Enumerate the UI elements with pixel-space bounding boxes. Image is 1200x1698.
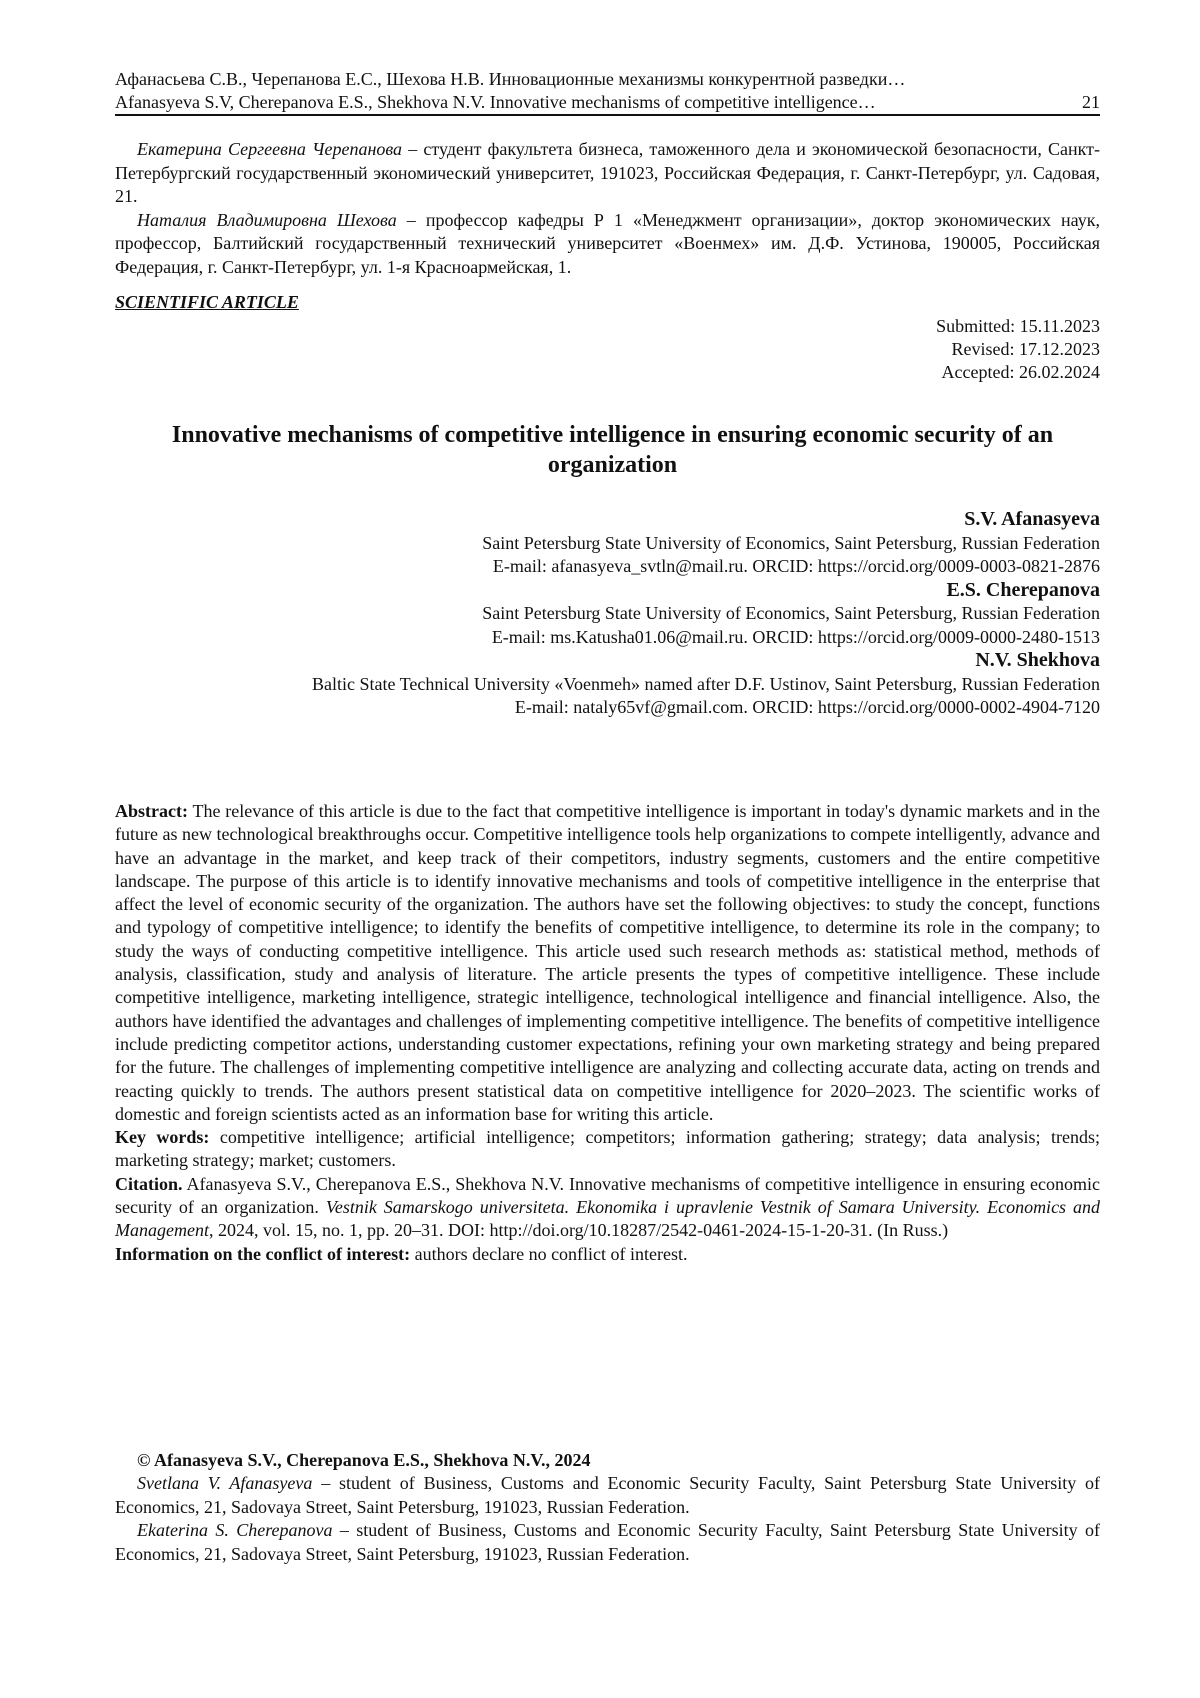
conflict-label: Information on the conflict of interest: (115, 1244, 410, 1264)
copyright-section (115, 1448, 1100, 1566)
author-contact: E-mail: nataly65vf@gmail.com. ORCID: https://orcid.org/0000-0002-4904-7120 (115, 696, 1100, 720)
article-title: Innovative mechanisms of competitive intelligence in ensuring economic security of an organization (125, 420, 1100, 480)
page-number: 21 (1082, 91, 1100, 114)
author-name: S.V. Afanasyeva (115, 508, 1100, 532)
abstract-text: The relevance of this article is due to the fact that competitive intelligence is important in today's dynamic markets and in the future as new technological breakthroughs occur. Competitive intelligence tools help organizations to compete intelligently, advance and have an advantage in the market, and keep track of their competitors, industry segments, customers and the entire competitive landscape. The purpose of this article is to identify innovative mechanisms and tools of competitive intelligence in the enterprise that affect the level of economic security of the organization. The authors have set the following objectives: to study the concept, functions and typology of competitive intelligence; to identify the benefits of competitive intelligence, to determine its role in the company; to study the ways of conducting competitive intelligence. This article used such research methods as: statistical method, methods of analysis, classification, study and analysis of literature. The article presents the types of competitive intelligence. These include competitive intelligence, marketing intelligence, strategic intelligence, technological intelligence and financial intelligence. Also, the authors have identified the advantages and challenges of implementing competitive intelligence. The benefits of competitive intelligence include predicting competitor actions, understanding customer expectations, refining your own marketing strategy and being prepared for the future. The challenges of implementing competitive intelligence are analyzing and collecting accurate data, acting on trends and reacting quickly to trends. The authors present statistical data on competitive intelligence for 2020–2023. The scientific works of domestic and foreign scientists acted as an information base for writing this article. (115, 801, 1100, 1124)
bio-name: Svetlana V. Afanasyeva (137, 1473, 312, 1493)
authors-block (115, 508, 1100, 720)
paper-page (0, 0, 1200, 1698)
running-header (115, 68, 1100, 116)
citation-text: Afanasyeva S.V., Cherepanova E.S., Shekhova N.V. Innovative mechanisms of competitive intelligence in ensuring economic security of an organization. (115, 1174, 1100, 1217)
citation-journal: Vestnik Samarskogo universiteta. Ekonomika i upravlenie Vestnik of Samara University. Economics and Management (115, 1197, 1100, 1240)
bio-name: Наталия Владимировна Шехова (137, 210, 397, 230)
submitted-date: Submitted: 15.11.2023 (115, 315, 1100, 338)
bio (115, 1519, 1100, 1566)
author-contact: E-mail: ms.Katusha01.06@mail.ru. ORCID: https://orcid.org/0009-0000-2480-1513 (115, 626, 1100, 650)
bio (115, 1472, 1100, 1519)
citation (115, 1173, 1100, 1243)
bio-name: Екатерина Сергеевна Черепанова (137, 139, 402, 159)
accepted-date: Accepted: 26.02.2024 (115, 361, 1100, 384)
copyright: © Afanasyeva S.V., Cherepanova E.S., Shekhova N.V., 2024 (115, 1448, 1100, 1472)
abstract-label: Abstract: (115, 801, 188, 821)
conflict-text: authors declare no conflict of interest. (410, 1244, 687, 1264)
author-affiliation: Saint Petersburg State University of Economics, Saint Petersburg, Russian Federation (115, 602, 1100, 626)
article-dates (115, 315, 1100, 384)
abstract (115, 800, 1100, 1126)
bio-text: – student of Business, Customs and Economic Security Faculty, Saint Petersburg State University of Economics, 21, Sadovaya Street, Saint Petersburg, 191023, Russian Federation. (115, 1473, 1100, 1517)
keywords-text: competitive intelligence; artificial intelligence; competitors; information gathering; strategy; data analysis; trends; marketing strategy; market; customers. (115, 1127, 1100, 1170)
keywords (115, 1126, 1100, 1173)
abstract-section (115, 800, 1100, 1266)
bio-text: – студент факультета бизнеса, таможенного дела и экономической безопасности, Санкт-Петербургский государственный экономический университет, 191023, Российская Федерация, г. Санкт-Петербург, ул. Садовая, 21. (115, 139, 1100, 206)
conflict-of-interest (115, 1243, 1100, 1266)
author-name: E.S. Cherepanova (115, 579, 1100, 603)
keywords-label: Key words: (115, 1127, 209, 1147)
header-en-row (115, 91, 1100, 116)
bio-text: – student of Business, Customs and Economic Security Faculty, Saint Petersburg State University of Economics, 21, Sadovaya Street, Saint Petersburg, 191023, Russian Federation. (115, 1520, 1100, 1564)
header-ru: Афанасьева С.В., Черепанова Е.С., Шехова Н.В. Инновационные механизмы конкурентной разведки… (115, 68, 1100, 91)
author-affiliation: Baltic State Technical University «Voenmeh» named after D.F. Ustinov, Saint Petersburg, Russian Federation (115, 673, 1100, 697)
author-affiliation: Saint Petersburg State University of Economics, Saint Petersburg, Russian Federation (115, 532, 1100, 556)
revised-date: Revised: 17.12.2023 (115, 338, 1100, 361)
bio-name: Ekaterina S. Cherepanova (137, 1520, 333, 1540)
header-en: Afanasyeva S.V, Cherepanova E.S., Shekhova N.V. Innovative mechanisms of competitive intelligence… (115, 91, 876, 114)
author-bios-ru (115, 138, 1100, 279)
bio-text: – профессор кафедры Р 1 «Менеджмент организации», доктор экономических наук, профессор, Балтийский государственный технический университет «Военмех» им. Д.Ф. Устинова, 190005, Российская Федерация, г. Санкт-Петербург, ул. 1-я Красноармейская, 1. (115, 210, 1100, 277)
article-type: SCIENTIFIC ARTICLE (115, 292, 1100, 313)
author-contact: E-mail: afanasyeva_svtln@mail.ru. ORCID: https://orcid.org/0009-0003-0821-2876 (115, 555, 1100, 579)
bio (115, 209, 1100, 280)
citation-doi: , 2024, vol. 15, no. 1, pp. 20–31. DOI: http://doi.org/10.18287/2542-0461-2024-15-1-20-31. (In Russ.) (209, 1220, 948, 1240)
citation-label: Citation. (115, 1174, 183, 1194)
bio (115, 138, 1100, 209)
author-name: N.V. Shekhova (115, 649, 1100, 673)
